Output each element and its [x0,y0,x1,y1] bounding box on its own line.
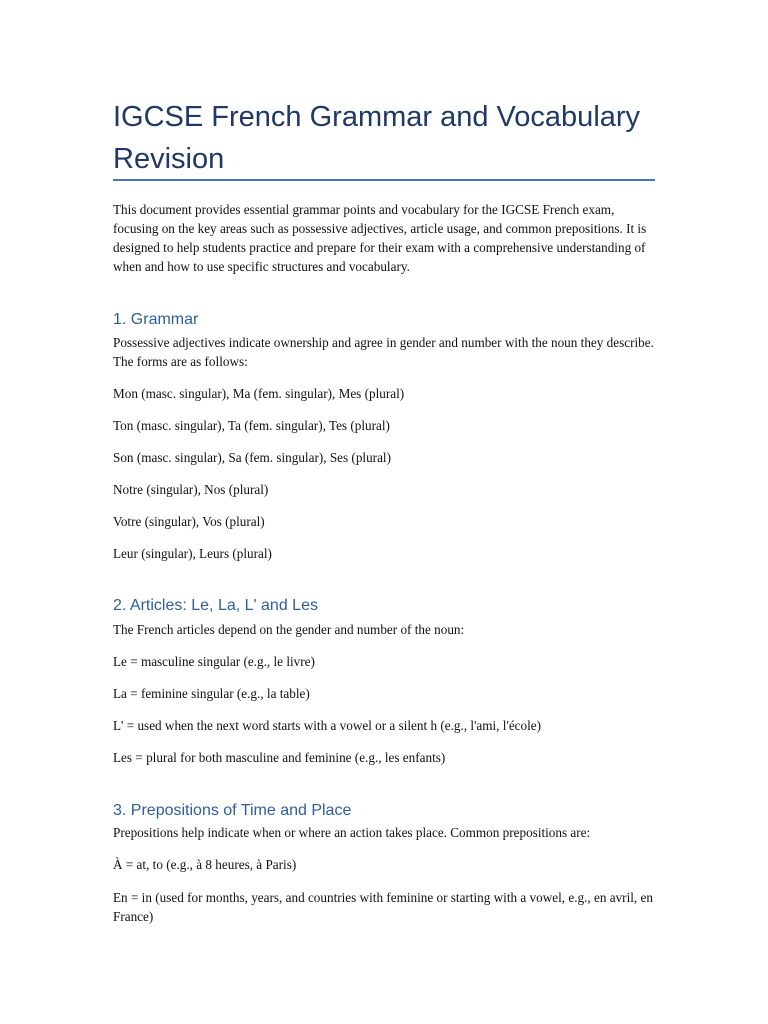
list-item: Votre (singular), Vos (plural) [113,514,265,529]
document-title: IGCSE French Grammar and Vocabulary Revision [113,101,641,175]
list-item: À = at, to (e.g., à 8 heures, à Paris) [113,857,297,872]
intro-paragraph: This document provides essential grammar points and vocabulary for the IGCSE French exam, focusing on the key areas such as possessive adjectives, article usage, and common prepositions. It is designed to help students practice and prepare for their exam with a comprehensive understanding of when and how to use specific structures and vocabulary. [113,202,647,274]
list-item: Les = plural for both masculine and feminine (e.g., les enfants) [113,750,446,765]
section-heading-grammar: 1. Grammar [113,311,199,328]
list-item: Le = masculine singular (e.g., le livre) [113,654,315,669]
list-item: Son (masc. singular), Sa (fem. singular), Ses (plural) [113,450,391,465]
list-item: La = feminine singular (e.g., la table) [113,686,310,701]
title-underline [113,179,655,181]
list-item: En = in (used for months, years, and countries with feminine or starting with a vowel, e.g., en avril, en France) [113,890,653,924]
section-heading-prepositions: 3. Prepositions of Time and Place [113,802,352,819]
list-item: Mon (masc. singular), Ma (fem. singular), Mes (plural) [113,386,405,401]
section-lead-prepositions: Prepositions help indicate when or where an action takes place. Common prepositions are: [113,825,591,840]
list-item: Notre (singular), Nos (plural) [113,482,269,497]
section-heading-articles: 2. Articles: Le, La, L' and Les [113,597,318,614]
list-item: Leur (singular), Leurs (plural) [113,546,272,561]
list-item: Ton (masc. singular), Ta (fem. singular), Tes (plural) [113,418,390,433]
list-item: L' = used when the next word starts with a vowel or a silent h (e.g., l'ami, l'école) [113,718,542,733]
section-lead-grammar: Possessive adjectives indicate ownership and agree in gender and number with the noun they describe. The forms are as follows: [113,335,654,369]
section-lead-articles: The French articles depend on the gender and number of the noun: [113,622,465,637]
